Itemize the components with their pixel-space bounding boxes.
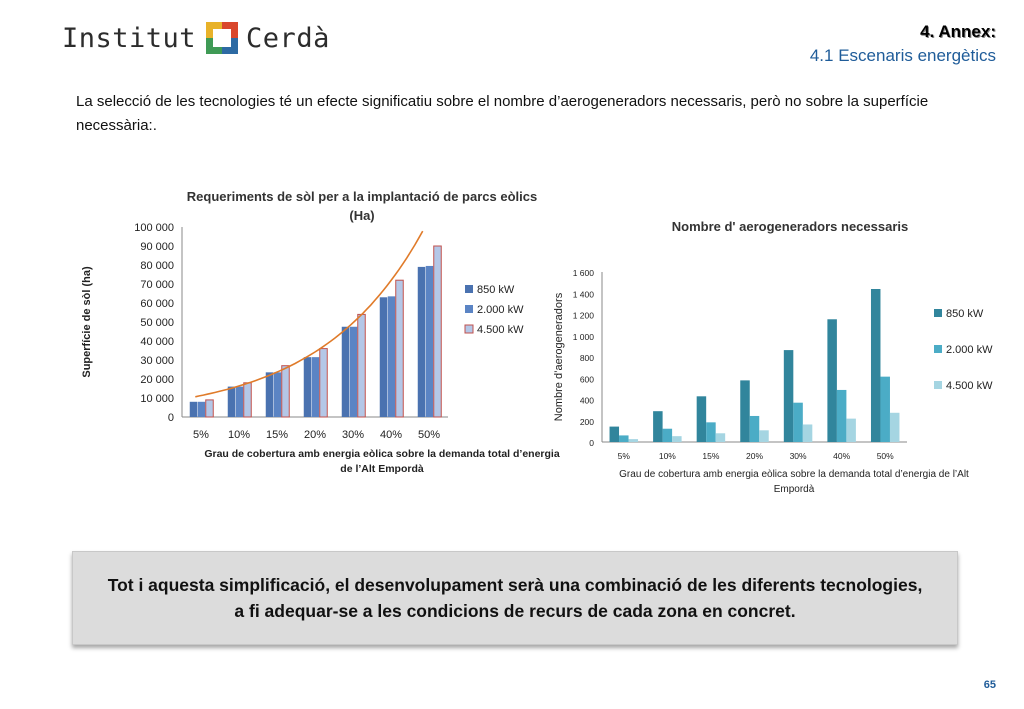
y-tick-label: 70 000 bbox=[140, 279, 174, 291]
bar-4500kw-3 bbox=[759, 430, 769, 442]
bar-850kw-2 bbox=[697, 396, 707, 442]
bar-4500kw-2 bbox=[282, 366, 290, 417]
x-tick-label: 40% bbox=[833, 451, 851, 461]
y-tick-label: 10 000 bbox=[140, 393, 174, 405]
bar-4500kw-5 bbox=[396, 280, 404, 417]
logo-word-right: Cerdà bbox=[246, 22, 330, 54]
bar-2000kw-0 bbox=[198, 402, 206, 417]
x-tick-label: 20% bbox=[745, 451, 764, 461]
bar-4500kw-0 bbox=[206, 400, 214, 417]
y-tick-label: 400 bbox=[579, 395, 594, 406]
bar-850kw-3 bbox=[740, 380, 750, 442]
bar-2000kw-3 bbox=[312, 357, 320, 417]
bar-4500kw-6 bbox=[890, 413, 900, 442]
bar-2000kw-6 bbox=[880, 377, 890, 442]
y-axis-label: Superfície de sòl (ha) bbox=[81, 266, 93, 378]
legend-label: 4.500 kW bbox=[477, 324, 524, 336]
x-tick-label: 40% bbox=[379, 429, 403, 441]
bar-850kw-0 bbox=[610, 427, 620, 442]
bar-850kw-1 bbox=[228, 387, 236, 417]
bar-850kw-1 bbox=[653, 411, 663, 442]
bar-850kw-6 bbox=[871, 289, 881, 442]
bar-4500kw-2 bbox=[716, 433, 726, 442]
section-title: 4. Annex: bbox=[920, 22, 996, 41]
bar-4500kw-1 bbox=[244, 383, 252, 417]
x-axis-label: Grau de cobertura amb energia eòlica sobre la demanda total d’energia bbox=[204, 448, 560, 460]
chart-title: (Ha) bbox=[349, 208, 375, 223]
y-tick-label: 30 000 bbox=[140, 355, 174, 367]
bar-2000kw-1 bbox=[663, 429, 673, 442]
x-tick-label: 20% bbox=[303, 429, 327, 441]
x-tick-label: 10% bbox=[227, 429, 251, 441]
x-tick-label: 15% bbox=[265, 429, 289, 441]
legend-label: 2.000 kW bbox=[477, 304, 524, 316]
x-tick-label: 50% bbox=[876, 451, 894, 461]
bar-850kw-4 bbox=[784, 350, 794, 442]
x-tick-label: 15% bbox=[702, 451, 720, 461]
x-axis-label: de l’Alt Empordà bbox=[340, 463, 424, 475]
chart-title: Nombre d' aerogeneradors necessaris bbox=[671, 219, 909, 234]
bar-850kw-2 bbox=[266, 372, 274, 417]
legend-label: 2.000 kW bbox=[946, 344, 993, 356]
legend-label: 850 kW bbox=[477, 284, 515, 296]
y-tick-label: 1 600 bbox=[572, 268, 594, 278]
x-tick-label: 5% bbox=[617, 451, 630, 461]
chart-title: Requeriments de sòl per a la implantació de parcs eòlics bbox=[186, 189, 538, 204]
legend-label: 4.500 kW bbox=[946, 380, 993, 392]
y-tick-label: 50 000 bbox=[140, 317, 174, 329]
legend-swatch bbox=[934, 309, 942, 317]
page-number: 65 bbox=[983, 679, 996, 691]
x-tick-label: 5% bbox=[193, 429, 209, 441]
x-axis-label: Empordà bbox=[773, 484, 815, 495]
y-axis-label: Nombre d’aerogeneradors bbox=[553, 292, 565, 422]
x-tick-label: 30% bbox=[341, 429, 365, 441]
land-requirement-chart bbox=[76, 180, 576, 485]
logo-mark-icon bbox=[204, 20, 240, 56]
bar-850kw-0 bbox=[190, 402, 198, 417]
bar-4500kw-3 bbox=[320, 349, 328, 417]
bar-4500kw-4 bbox=[358, 314, 366, 417]
bar-2000kw-1 bbox=[236, 387, 244, 417]
bar-850kw-3 bbox=[304, 357, 312, 417]
bar-850kw-5 bbox=[827, 319, 837, 442]
bar-850kw-4 bbox=[342, 327, 350, 417]
legend-swatch bbox=[934, 381, 942, 389]
institut-cerda-logo bbox=[62, 18, 330, 58]
bar-2000kw-2 bbox=[274, 372, 282, 417]
y-tick-label: 90 000 bbox=[140, 241, 174, 253]
legend-swatch bbox=[465, 305, 473, 313]
bar-2000kw-3 bbox=[750, 416, 760, 442]
x-tick-label: 30% bbox=[789, 451, 807, 461]
bar-850kw-6 bbox=[418, 267, 426, 417]
bar-850kw-5 bbox=[380, 297, 388, 417]
bar-2000kw-2 bbox=[706, 422, 716, 442]
y-tick-label: 100 000 bbox=[134, 222, 174, 234]
intro-paragraph: La selecció de les tecnologies té un efecte significatiu sobre el nombre d’aerogeneradors necessaris, però no sobre la superfície necessària:. bbox=[76, 93, 929, 134]
bar-2000kw-4 bbox=[350, 327, 358, 417]
callout-line-1: Tot i aquesta simplificació, el desenvolupament serà una combinació de les diferents tecnologies, bbox=[107, 575, 923, 595]
bar-2000kw-4 bbox=[793, 403, 803, 442]
y-tick-label: 1 000 bbox=[572, 331, 594, 342]
bar-2000kw-6 bbox=[426, 266, 434, 417]
logo-word-left: Institut bbox=[62, 22, 197, 54]
legend-swatch bbox=[934, 345, 942, 353]
bar-4500kw-6 bbox=[434, 246, 442, 417]
bar-2000kw-5 bbox=[837, 390, 847, 442]
legend-swatch bbox=[465, 325, 473, 333]
x-axis-label: Grau de cobertura amb energia eòlica sobre la demanda total d’energia de l’Alt bbox=[619, 469, 969, 480]
page-header bbox=[810, 22, 996, 66]
y-tick-label: 200 bbox=[579, 416, 594, 427]
subsection-title: 4.1 Escenaris energètics bbox=[809, 46, 996, 65]
y-tick-label: 60 000 bbox=[140, 298, 174, 310]
y-tick-label: 20 000 bbox=[140, 374, 174, 386]
summary-callout bbox=[72, 551, 958, 645]
bar-4500kw-0 bbox=[629, 439, 639, 442]
turbine-count-chart bbox=[548, 205, 1008, 505]
bar-2000kw-0 bbox=[619, 435, 629, 442]
y-tick-label: 800 bbox=[579, 353, 594, 363]
x-tick-label: 10% bbox=[658, 451, 676, 461]
y-tick-label: 0 bbox=[167, 412, 174, 424]
y-tick-label: 40 000 bbox=[140, 336, 174, 348]
y-tick-label: 1 200 bbox=[572, 310, 594, 321]
bar-2000kw-5 bbox=[388, 296, 396, 417]
y-tick-label: 80 000 bbox=[140, 260, 174, 272]
x-tick-label: 50% bbox=[417, 429, 441, 441]
legend-swatch bbox=[465, 285, 473, 293]
legend-label: 850 kW bbox=[946, 308, 984, 320]
bar-4500kw-5 bbox=[846, 419, 856, 442]
bar-4500kw-4 bbox=[803, 424, 813, 442]
bar-4500kw-1 bbox=[672, 436, 682, 442]
y-tick-label: 0 bbox=[589, 438, 594, 448]
callout-line-2: a fi adequar-se a les condicions de recurs de cada zona en concret. bbox=[234, 601, 796, 621]
y-tick-label: 600 bbox=[579, 374, 594, 385]
y-tick-label: 1 400 bbox=[572, 289, 594, 300]
